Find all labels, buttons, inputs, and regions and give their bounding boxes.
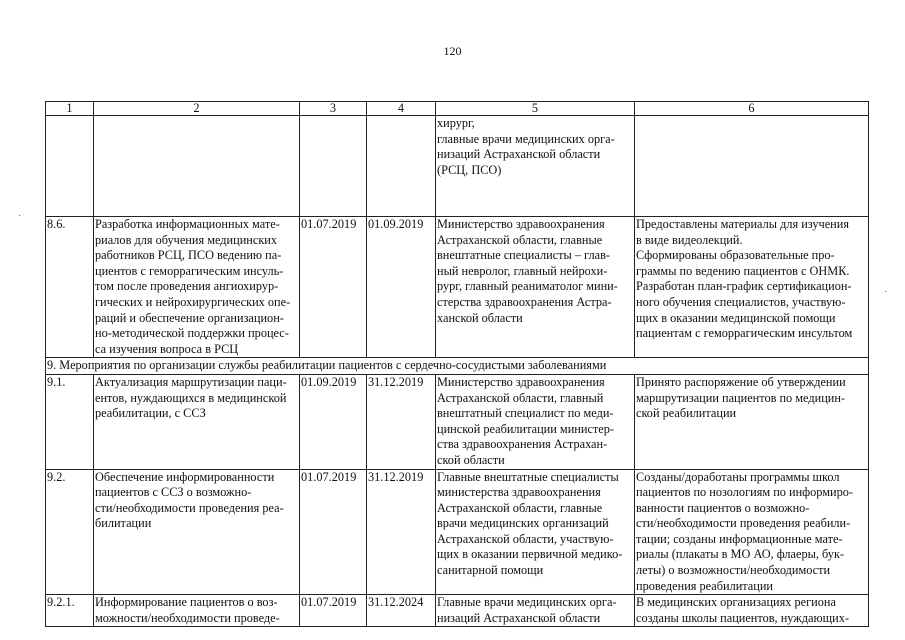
cell-result: Предоставлены материалы для изучения в виде видеолекций. Сформированы образовательные про- граммы по ведению пациентов с ОНМК. Разработан план-график сертификацион- ного обучения специалистов, участвую- щих в оказании медицинской помощи пациентам с геморрагическим инсультом [635,217,869,358]
cell-end: 31.12.2019 [367,469,436,595]
cell-event: Разработка информационных мате- риалов для обучения медицинских работников РСЦ, ПСО ведению па- циентов с геморрагическим инсуль- том после проведения ангиохирур- гических и нейрохирургических опе- раций и обеспечение организацион- но-методической поддержки процес- са изучения вопроса в РСЦ [94,217,300,358]
cell-end: 31.12.2019 [367,374,436,469]
column-header: 2 [94,102,300,116]
plan-table [45,101,869,627]
cell-end [367,116,436,217]
page-number: 120 [443,44,462,58]
cell-start: 01.07.2019 [300,595,367,627]
column-header: 6 [635,102,869,116]
cell-executors: Главные врачи медицинских орга- низаций Астраханской области [436,595,635,627]
column-header: 4 [367,102,436,116]
cell-result: В медицинских организациях региона созданы школы пациентов, нуждающих- [635,595,869,627]
cell-event: Обеспечение информированности пациентов с ССЗ о возможно- сти/необходимости проведения реа- билитации [94,469,300,595]
scan-speck: · [884,286,888,297]
cell-num: 9.2.1. [46,595,94,627]
cell-executors: хирург, главные врачи медицинских орга- низаций Астраханской области (РСЦ, ПСО) [436,116,635,217]
cell-end: 01.09.2019 [367,217,436,358]
column-header-row [46,102,869,116]
cell-num: 8.6. [46,217,94,358]
table-row-continuation [46,116,869,217]
cell-num [46,116,94,217]
table-row [46,469,869,595]
table-row [46,374,869,469]
cell-start [300,116,367,217]
cell-start: 01.09.2019 [300,374,367,469]
cell-result: Созданы/доработаны программы школ пациентов по нозологиям по информиро- ванности пациентов о возможно- сти/необходимости проведения реабили- тации; созданы информационные мате- риалы (плакаты в МО АО, флаеры, бук- леты) о возможности/необходимости проведения реабилитации [635,469,869,595]
cell-executors: Главные внештатные специалисты министерства здравоохранения Астраханской области, главные врачи медицинских организаций Астраханской области, участвую- щих в оказании первичной медико- санитарной помощи [436,469,635,595]
column-header: 5 [436,102,635,116]
table-row [46,217,869,358]
cell-num: 9.2. [46,469,94,595]
section-row [46,358,869,375]
cell-event [94,116,300,217]
cell-event: Информирование пациентов о воз- можности/необходимости проведе- [94,595,300,627]
cell-start: 01.07.2019 [300,469,367,595]
scan-speck: · [18,210,22,221]
cell-start: 01.07.2019 [300,217,367,358]
section-title: 9. Мероприятия по организации службы реабилитации пациентов с сердечно-сосудистыми заболеваниями [46,358,869,375]
column-header: 3 [300,102,367,116]
table-row [46,595,869,627]
cell-executors: Министерство здравоохранения Астраханской области, главные внештатные специалисты – глав- ный невролог, главный нейрохи- рург, главный реаниматолог мини- стерства здравоохранения Астра- ханской области [436,217,635,358]
cell-end: 31.12.2024 [367,595,436,627]
cell-result [635,116,869,217]
cell-result: Принято распоряжение об утверждении маршрутизации пациентов по медицин- ской реабилитации [635,374,869,469]
column-header: 1 [46,102,94,116]
cell-event: Актуализация маршрутизации паци- ентов, нуждающихся в медицинской реабилитации, с ССЗ [94,374,300,469]
cell-executors: Министерство здравоохранения Астраханской области, главный внештатный специалист по меди- цинской реабилитации министер- ства здравоохранения Астрахан- ской области [436,374,635,469]
cell-num: 9.1. [46,374,94,469]
